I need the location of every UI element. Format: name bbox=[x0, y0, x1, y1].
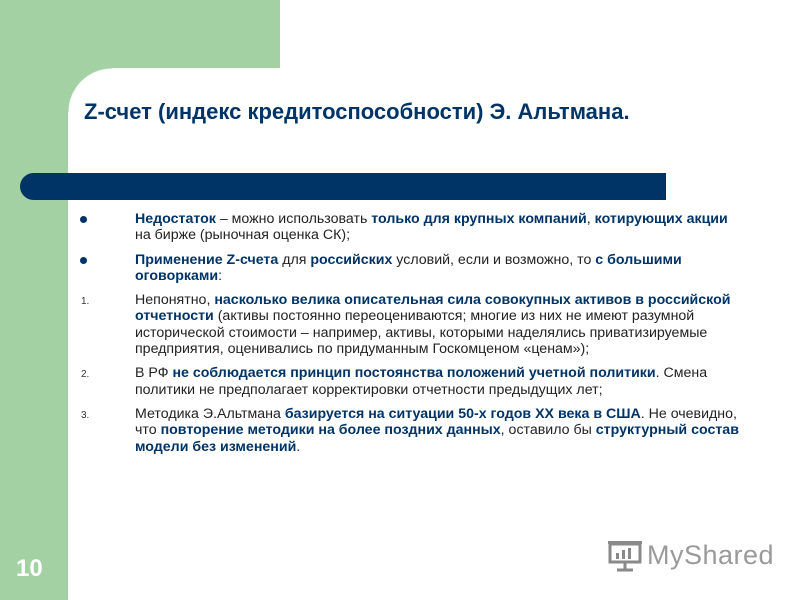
body-text: , bbox=[586, 211, 595, 227]
body-text: , оставило бы bbox=[500, 422, 596, 439]
body-text: условий, если и возможно, то bbox=[392, 251, 596, 268]
numbered-item bbox=[76, 406, 746, 455]
body-text: В РФ bbox=[135, 365, 173, 382]
bullet-icon bbox=[80, 216, 87, 223]
body-text: . Не очевидно, что bbox=[135, 405, 737, 439]
decorative-top-band bbox=[68, 0, 280, 68]
body-text: : bbox=[218, 267, 223, 284]
numbered-item bbox=[76, 292, 746, 357]
emphasis-text: базируется на ситуации 50-х годов ХХ века в США bbox=[284, 405, 641, 422]
emphasis-text: насколько велика описательная сила совокупных активов в российской отчетности bbox=[135, 292, 731, 325]
body-text: . Смена политики не предполагает корректировки отчетности предыдущих лет; bbox=[135, 365, 708, 398]
item-number: 1. bbox=[81, 296, 90, 308]
emphasis-text: Применение Z-счета bbox=[135, 251, 279, 268]
decorative-left-band bbox=[0, 0, 68, 600]
body-text: на бирже (рыночная оценка СК); bbox=[135, 227, 351, 244]
emphasis-text: не соблюдается принцип постоянства положений учетной политики bbox=[172, 365, 656, 382]
item-number: 2. bbox=[81, 369, 90, 381]
emphasis-text: структурный состав модели без изменений bbox=[135, 422, 739, 455]
item-number: 3. bbox=[81, 409, 90, 421]
emphasis-text: повторение методики на более поздних данных bbox=[160, 422, 501, 439]
emphasis-text: Недостаток bbox=[135, 211, 216, 227]
emphasis-text: российских bbox=[310, 251, 393, 268]
body-text: – можно использовать bbox=[215, 211, 372, 227]
numbered-item bbox=[76, 365, 746, 398]
body-text: . bbox=[296, 438, 301, 455]
emphasis-text: с большими оговорками bbox=[135, 251, 682, 284]
body-text: Методика Э.Альтмана bbox=[135, 405, 285, 422]
slide-content bbox=[76, 211, 746, 463]
bullet-item bbox=[76, 211, 746, 244]
emphasis-text: котирующих акции bbox=[594, 211, 728, 227]
emphasis-text: только для крупных компаний bbox=[371, 211, 587, 227]
page-number: 10 bbox=[16, 555, 43, 582]
bullet-item bbox=[76, 252, 746, 285]
bullet-icon bbox=[80, 257, 87, 264]
presentation-board-icon bbox=[607, 538, 643, 572]
logo-text: MyShared bbox=[647, 539, 775, 570]
body-text: для bbox=[278, 251, 311, 268]
slide-title: Z-счет (индекс кредитоспособности) Э. Альтмана. bbox=[84, 99, 630, 124]
logo bbox=[607, 536, 774, 574]
title-divider-bar bbox=[20, 173, 666, 200]
body-text: Непонятно, bbox=[135, 292, 215, 309]
body-text: (активы постоянно переоцениваются; многие из них не имеют разумной исторической стоимости – например, активы, которыми наделялись приватизируемые предприятия, оценивались по придуманным Госкомценом «ценам»); bbox=[135, 308, 708, 358]
